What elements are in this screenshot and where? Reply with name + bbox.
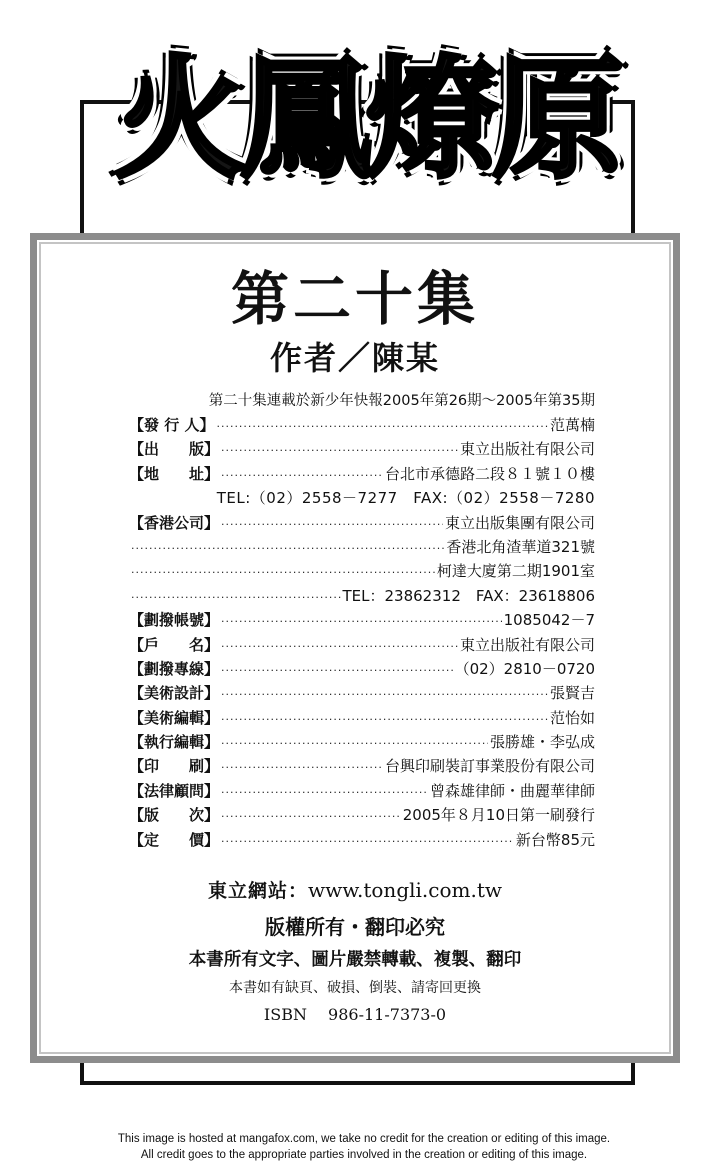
detail-row-tel-fax [129,486,595,510]
leader-dots [221,439,458,463]
volume-title: 第二十集 [230,265,479,333]
detail-row-art-design [129,681,595,705]
detail-value: 台北市承德路二段８１號１０樓 [384,464,595,483]
detail-value: 柯達大廈第二期1901室 [436,562,595,581]
leader-dots [221,732,488,756]
detail-row-hk-tel-fax [129,584,595,608]
detail-row-account-name [129,633,595,657]
detail-row-price [129,828,595,852]
detail-value: TEL:（02）2558－7277 FAX:（02）2558－7280 [216,489,595,508]
leader-dots [131,561,435,585]
leader-dots [221,781,428,805]
detail-value: TEL：23862312 FAX：23618806 [342,586,595,605]
detail-label: 【定 價】 [129,830,220,849]
detail-value: 范萬楠 [549,416,595,434]
detail-label: 【香港公司】 [129,513,220,532]
detail-value: 東立出版集團有限公司 [444,513,595,532]
leader-dots [216,415,548,439]
detail-value: 張勝雄・李弘成 [489,733,595,752]
exchange-notice: 本書如有缺頁、破損、倒裝、請寄回更換 [229,980,481,996]
leader-dots [221,610,502,634]
detail-row-printing [129,754,595,778]
detail-row-imprint [129,437,595,461]
detail-value: 范怡如 [549,708,595,727]
detail-label: 【法律顧問】 [129,781,220,800]
detail-row-art-editor [129,706,595,730]
leader-dots [221,805,401,829]
detail-label: 【執行編輯】 [129,733,220,752]
serialization-note: 第二十集連載於新少年快報2005年第26期～2005年第35期 [208,393,595,409]
detail-row-hk-address-2 [129,559,595,583]
detail-value: 1085042－7 [503,611,595,630]
leader-dots [221,708,548,732]
detail-value: 曾森雄律師・曲麗華律師 [429,781,595,800]
detail-label: 【印 刷】 [129,757,220,776]
copyright-notice: 版權所有・翻印必究 [265,915,445,939]
detail-label: 【戶 名】 [129,635,220,654]
leader-dots [221,756,383,780]
detail-row-publisher [129,413,595,437]
leader-dots [221,635,458,659]
detail-label: 【版 次】 [129,806,220,825]
hosting-credit [0,1131,728,1163]
detail-row-executive-editor [129,730,595,754]
detail-value: 2005年８月10日第一刷發行 [402,806,595,825]
detail-value: 新台幣85元 [515,830,595,849]
detail-row-hk-company [129,511,595,535]
detail-label: 【劃撥專線】 [129,659,220,678]
detail-row-address [129,462,595,486]
detail-value: （02）2810－0720 [454,659,595,678]
book-title: 火鳳燎原 [114,43,618,197]
detail-value: 東立出版社有限公司 [459,440,595,459]
leader-dots [221,659,453,683]
detail-label: 【美術設計】 [129,684,220,703]
detail-row-hk-address-1 [129,535,595,559]
detail-row-legal-counsel [129,779,595,803]
detail-value: 香港北角渣華道321號 [446,537,595,556]
detail-label: 【出 版】 [129,440,220,459]
leader-dots [221,513,443,537]
detail-value: 台興印刷裝訂事業股份有限公司 [384,757,595,776]
website-url: www.tongli.com.tw [308,878,502,902]
detail-value: 東立出版社有限公司 [459,635,595,654]
leader-dots [221,464,383,488]
leader-dots [131,586,341,610]
detail-label: 【發 行 人】 [129,416,215,434]
colophon-card [30,233,680,1063]
website-line [37,877,673,904]
leader-dots [131,537,444,561]
credit-line-1: This image is hosted at mangafox.com, we take no credit for the creation or editing of this image. [117,1133,611,1145]
detail-label: 【地 址】 [129,464,220,483]
publication-details [129,413,595,852]
detail-value: 張賢吉 [549,684,595,703]
leader-dots [221,830,514,854]
author-line: 作者／陳某 [269,339,440,377]
detail-row-edition [129,803,595,827]
detail-row-postal-hotline [129,657,595,681]
leader-dots [221,683,548,707]
website-label: 東立網站： [208,880,309,902]
credit-line-2: All credit goes to the appropriate parties involved in the creation or editing of this image. [140,1149,588,1161]
detail-row-postal-account [129,608,595,632]
isbn-number: ISBN 986-11-7373-0 [263,1005,447,1024]
reproduction-notice: 本書所有文字、圖片嚴禁轉載、複製、翻印 [188,950,522,970]
detail-label: 【劃撥帳號】 [129,611,220,630]
detail-label: 【美術編輯】 [129,708,220,727]
